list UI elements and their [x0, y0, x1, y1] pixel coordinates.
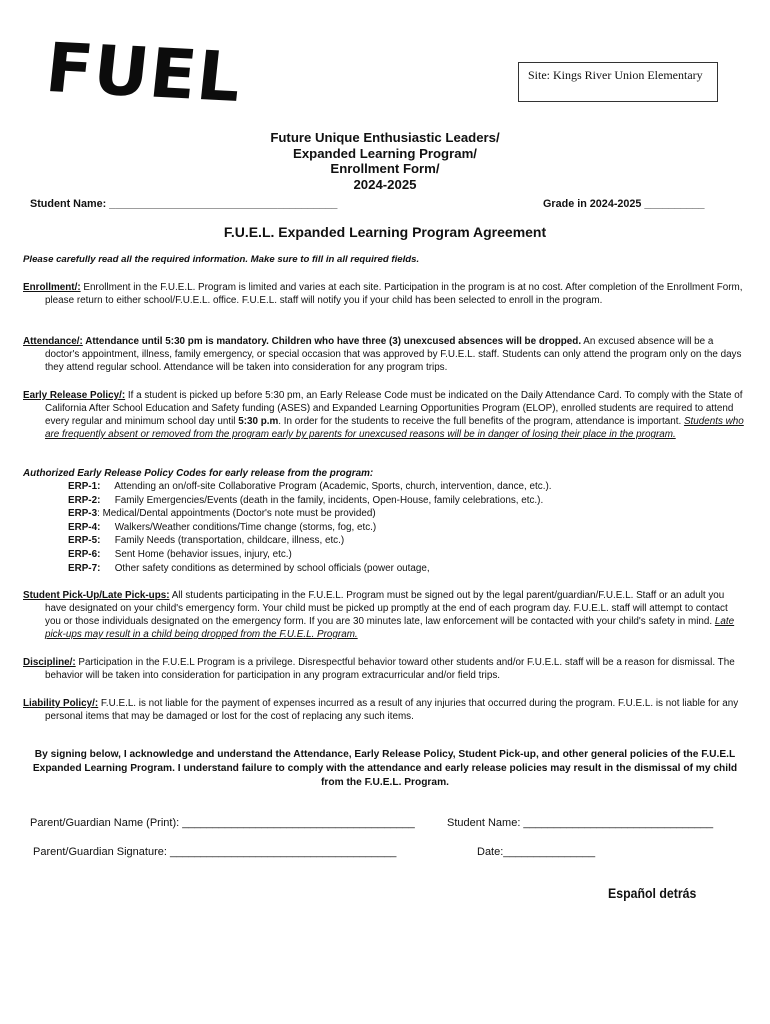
site-box: [518, 62, 718, 102]
release-code: ERP-6:: [68, 548, 101, 560]
fuel-logo: FUEL: [42, 29, 246, 118]
release-code: ERP-3: [68, 508, 98, 520]
early-release-label: Early Release Policy/:: [23, 390, 126, 401]
release-code-desc: Other safety conditions as determined by school officials (power outage,: [114, 562, 430, 574]
discipline-section: [23, 656, 745, 682]
acknowledgement: By signing below, I acknowledge and understand the Attendance, Early Release Policy, Student Pick-up, and other general policies of the F.U.E.L Expanded Learning Program. I understand failure to comply with the attendance and early release policies may result in the dismissal of my child from the F.U.E.L. Program.: [32, 749, 738, 788]
enrollment-text: Enrollment in the F.U.E.L. Program is limited and varies at each site. Participation in the program is at no cost. After completion of the Enrollment Form, please return to either school/F.U.E.L. office. F.U.E.L. staff will notify you if your child has been selected to enroll in the program.: [45, 282, 743, 306]
release-code-row: [68, 534, 552, 548]
release-code-desc: Family Emergencies/Events (death in the family, incidents, Open-House, family celebrations, etc.).: [114, 494, 544, 506]
release-code-row: [68, 507, 552, 521]
date-field[interactable]: Date:_______________: [477, 846, 596, 858]
liability-text: F.U.E.L. is not liable for the payment of expenses incurred as a result of any injuries that occurred during the program. F.U.E.L. is not liable for any personal items that may be damaged or lost for the cost of replacing any such items.: [45, 698, 739, 722]
pickup-text: All students participating in the F.U.E.L. Program must be signed out by the legal parent/guardian/F.U.E.L. Staff or an adult you have designated on your child's emergency form. Your child must be picked up promptly at the end of each program day. F.U.E.L. staff will attempt to contact you or those individuals designated on the emergency form. If you are 30 minutes late, law enforcement will be contacted with your child's safety in mind.: [45, 590, 728, 627]
discipline-label: Discipline/:: [23, 657, 76, 668]
guardian-signature-field[interactable]: Parent/Guardian Signature: _____________________________________: [33, 846, 397, 858]
release-code-row: [68, 521, 552, 535]
discipline-text: Participation in the F.U.E.L Program is a privilege. Disrespectful behavior toward other students and/or F.U.E.L. staff will be a reason for dismissal. The behavior will be taken into consideration for participation in any program extracurricular and/or field trips.: [45, 657, 735, 681]
spanish-version-note: Español detrás: [608, 885, 697, 901]
release-code-desc: Walkers/Weather conditions/Time change (storms, fog, etc.): [114, 521, 377, 533]
student-name-field[interactable]: Student Name: ______________________________________: [30, 198, 338, 210]
early-release-section: [23, 389, 745, 441]
release-code-desc: : Medical/Dental appointments (Doctor's note must be provided): [97, 508, 376, 520]
student-name-signature-field[interactable]: Student Name: _______________________________: [447, 817, 714, 829]
attendance-rule: Attendance until 5:30 pm is mandatory. Children who have three (3) unexcused absences will be dropped.: [82, 336, 582, 347]
release-code-list: [68, 480, 552, 575]
grade-field[interactable]: Grade in 2024-2025 __________: [543, 198, 705, 210]
release-code-row: [68, 562, 552, 576]
codes-title: Authorized Early Release Policy Codes for early release from the program:: [23, 468, 374, 479]
release-code: ERP-2:: [68, 494, 101, 506]
release-code-desc: Sent Home (behavior issues, injury, etc.): [114, 548, 292, 560]
early-release-time: 5:30 p.m: [238, 416, 279, 427]
early-release-text-b: . In order for the students to receive the full benefits of the program, attendance is important.: [278, 416, 684, 427]
release-code: ERP-4:: [68, 521, 101, 533]
early-release-warning: Students who are frequently absent or removed from the program early by parents for unexcused reasons will be in danger of losing their place in the program.: [45, 416, 744, 440]
site-label: Site: Kings River Union Elementary: [528, 68, 703, 82]
heading-line-4: 2024-2025: [353, 176, 417, 192]
attendance-text: An excused absence will be a doctor's appointment, illness, family emergency, or special occasion that was approved by F.U.E.L. staff. Students can only attend the program only on the days they attend regular school. Attendance will be taken into consideration for any program trips.: [45, 336, 742, 373]
early-release-text-a: If a student is picked up before 5:30 pm, an Early Release Code must be indicated on the Daily Attendance Card. To comply with the State of California After School Education and Safety funding (ASES) and Expanded Learning Opportunities Program (ELOP), enrolled students are required to attend every regular and minimum school day until: [45, 390, 743, 427]
release-code-row: [68, 480, 552, 494]
release-code-row: [68, 548, 552, 562]
pickup-warning: Late pick-ups may result in a child being dropped from the F.U.E.L. Program.: [45, 616, 735, 640]
agreement-title: F.U.E.L. Expanded Learning Program Agreement: [223, 224, 547, 240]
pickup-label: Student Pick-Up/Late Pick-ups:: [23, 590, 170, 601]
heading-line-1: Future Unique Enthusiastic Leaders/: [270, 130, 500, 145]
release-code: ERP-7:: [68, 562, 101, 574]
release-code: ERP-5:: [68, 535, 101, 547]
heading-line-2: Expanded Learning Program/: [293, 145, 477, 161]
enrollment-section: [23, 281, 745, 307]
guardian-name-field[interactable]: Parent/Guardian Name (Print): ______________________________________: [30, 817, 415, 829]
release-code-desc: Attending an on/off-site Collaborative Program (Academic, Sports, church, intervention, dance, etc.).: [114, 481, 552, 492]
instruction-note: Please carefully read all the required information. Make sure to fill in all required fields.: [23, 254, 420, 265]
release-code-desc: Family Needs (transportation, childcare, illness, etc.): [114, 535, 345, 547]
liability-section: [23, 697, 745, 723]
release-code-row: [68, 494, 552, 508]
attendance-section: [23, 335, 745, 374]
pickup-section: [23, 589, 745, 641]
release-code: ERP-1:: [68, 481, 101, 492]
heading-line-3: Enrollment Form/: [330, 161, 440, 176]
enrollment-label: Enrollment/:: [23, 282, 81, 293]
attendance-label: Attendance/:: [23, 336, 83, 347]
form-heading: [0, 130, 770, 192]
liability-label: Liability Policy/:: [23, 698, 99, 709]
